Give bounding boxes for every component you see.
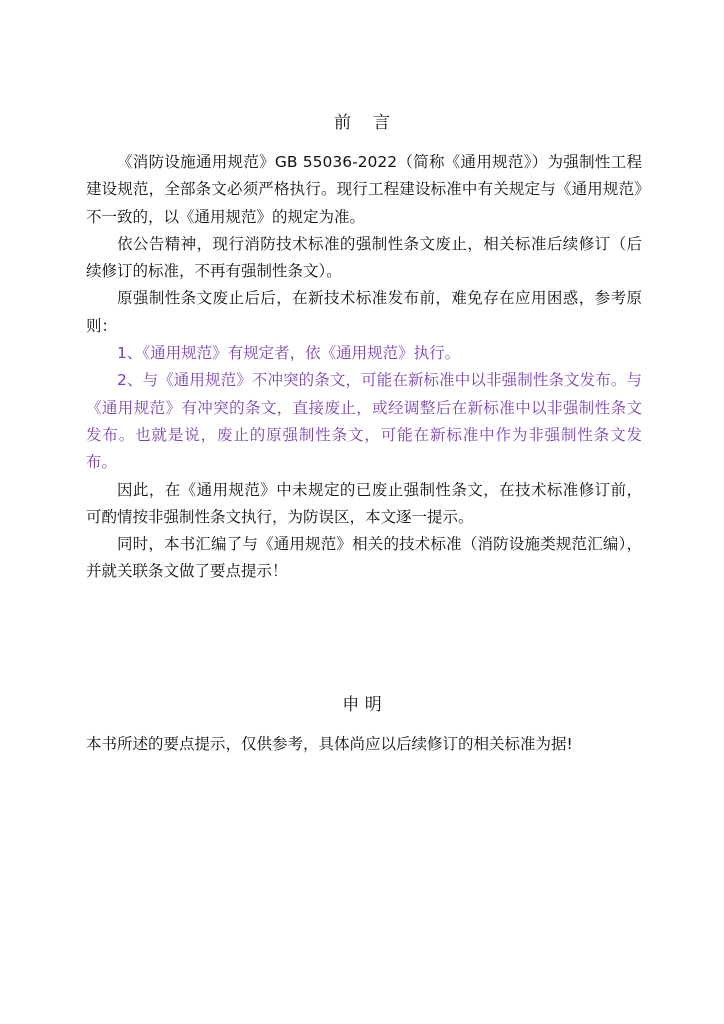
preface-paragraph-2: 依公告精神，现行消防技术标准的强制性条文废止，相关标准后续修订（后续修订的标准，不再有强制性条文）。 xyxy=(86,234,642,281)
preface-paragraph-5: 同时，本书汇编了与《通用规范》相关的技术标准（消防设施类规范汇编），并就关联条文做了要点提示！ xyxy=(86,535,642,581)
preface-title xyxy=(0,108,724,133)
preface-title-char-1: 前 xyxy=(334,113,351,133)
preface-paragraph-1: 《消防设施通用规范》GB 55036-2022（简称《通用规范》）为强制性工程建设规范，全部条文必须严格执行。现行工程建设标准中有关规定与《通用规范》不一致的，以《通用规范》的规定为准。 xyxy=(86,153,642,226)
principle-2: 2、与《通用规范》不冲突的条文，可能在新标准中以非强制性条文发布。与《通用规范》有冲突的条文，直接废止，或经调整后在新标准中以非强制性条文发布。也就是说，废止的原强制性条文，可能在新标准中作为非强制性条文发布。 xyxy=(86,371,642,472)
statement-title: 申 明 xyxy=(342,695,382,715)
preface-body xyxy=(86,149,642,586)
preface-paragraph-4: 因此，在《通用规范》中未规定的已废止强制性条文，在技术标准修订前，可酌情按非强制性条文执行，为防误区，本文逐一提示。 xyxy=(86,480,642,526)
preface-paragraph-3: 原强制性条文废止后后，在新技术标准发布前，难免存在应用困惑，参考原则： xyxy=(86,289,642,335)
principle-1: 1、《通用规范》有规定者，依《通用规范》执行。 xyxy=(117,344,461,363)
preface-title-char-2: 言 xyxy=(373,113,390,133)
statement-body xyxy=(86,731,642,758)
statement-text: 本书所述的要点提示，仅供参考，具体尚应以后续修订的相关标准为据! xyxy=(86,735,573,753)
